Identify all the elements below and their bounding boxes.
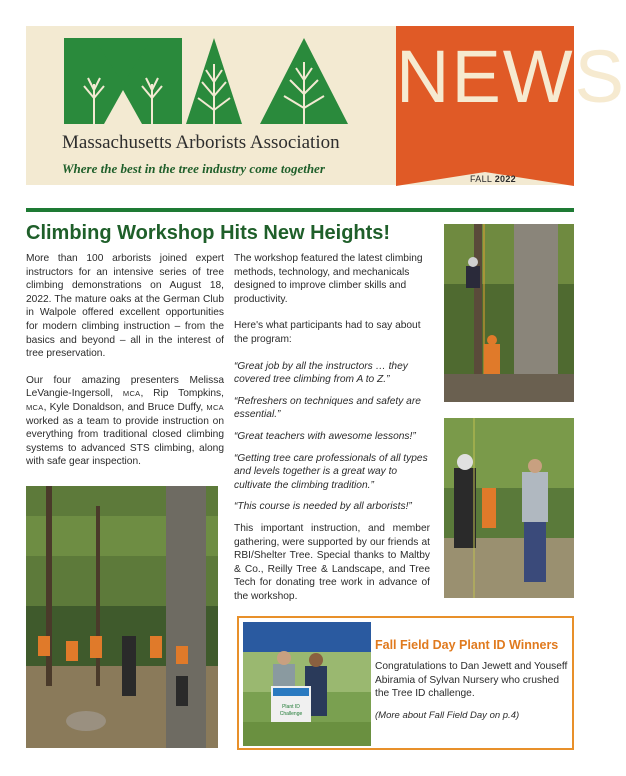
paragraph: This important instruction, and member gathering, were supported by our friends at RBI/Shelter Tree. Special thanks to Maltby & Co., Reilly Tree & Landscape, and Tree Tech for donating tree work in advance of the workshop. [234, 522, 430, 602]
mca-abbrev: MCA [26, 402, 44, 412]
issue-date [470, 174, 516, 184]
paragraph: The workshop featured the latest climbing methods, technology, and mechanicals designed to improve climber skills and productivity. [234, 253, 423, 305]
climber-tree-photo [444, 224, 574, 402]
article-title: Climbing Workshop Hits New Heights! [26, 222, 391, 244]
article-column-1 [26, 252, 224, 482]
sign-text: Challenge [279, 711, 303, 717]
header-rule [26, 208, 574, 212]
paragraph: Here's what participants had to say about the program: [234, 320, 421, 345]
quote: “Great job by all the instructors … they covered tree climbing from A to Z.” [234, 360, 408, 386]
paragraph: More than 100 arborists joined expert instructors for an intensive series of tree climbing demonstrations on August 18, 2022. The mature oaks at the German Club in Walpole offered excellent opportunities for modern climbing instruction – from the basics and beyond – all in the interest of tree preservation. [26, 253, 224, 360]
text-segment: Kyle Donaldson, and Bruce Duffy, [49, 401, 204, 413]
text-segment: worked as a team to provide instruction on everything from traditional closed climbing systems to advanced STS climbing, along with safe gear inspection. [26, 415, 224, 468]
gear-inspection-photo [444, 418, 574, 598]
issue-season: FALL [470, 174, 492, 184]
news-banner [396, 26, 626, 164]
field-day-winners-photo [243, 622, 371, 746]
paragraph-presenters: Our four amazing presenters Melissa LeVangie-Ingersoll, MCA, Rip Tompkins, MCA, Kyle Donaldson, and Bruce Duffy, MCA worked as a team to provide instruction on everything from traditional closed climbing systems to advanced STS climbing, along with safe gear inspection. [26, 374, 224, 468]
article-column-2 [234, 252, 430, 616]
field-day-title: Fall Field Day Plant ID Winners [375, 638, 559, 652]
quote: “Refreshers on techniques and safety are essential.” [234, 395, 421, 421]
sign-text: Plant ID [282, 704, 300, 710]
text-segment: Our four amazing presenters Melissa LeVangie-Ingersoll, [26, 374, 224, 400]
mca-abbrev: MCA [122, 389, 141, 399]
issue-year: 2022 [494, 174, 516, 184]
org-name: Massachusetts Arborists Association [62, 132, 340, 153]
field-day-box [237, 616, 574, 750]
text-segment: Rip Tompkins, [153, 388, 224, 400]
maa-tree-logo [64, 38, 364, 124]
quote: “Great teachers with awesome lessons!” [234, 430, 416, 442]
workshop-crowd-photo [26, 486, 218, 748]
tagline: Where the best in the tree industry come together [62, 161, 325, 176]
field-day-body: Congratulations to Dan Jewett and Youseff Abiramia of Sylvan Nursery who crushed the Tree ID challenge. [375, 661, 568, 700]
news-title: NEWS [396, 35, 626, 118]
field-day-note: (More about Fall Field Day on p.4) [375, 710, 520, 721]
quote: “This course is needed by all arborists!” [234, 501, 412, 513]
mca-abbrev: MCA [206, 402, 224, 412]
quote: “Getting tree care professionals of all types and levels together is a great way to cultivate the climbing tradition.” [234, 452, 428, 491]
